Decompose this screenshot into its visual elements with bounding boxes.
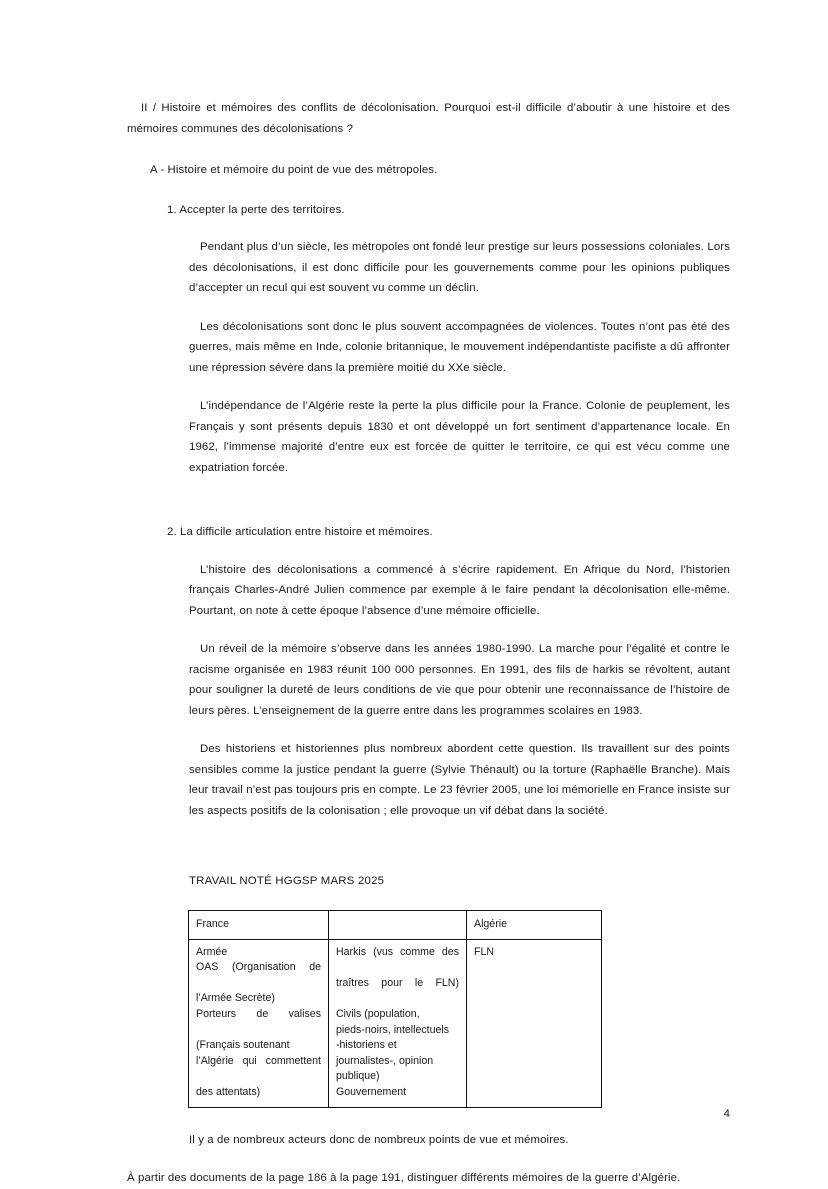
subsection-heading-a: A - Histoire et mémoire du point de vue des métropoles. <box>150 164 438 176</box>
paragraph-3: L’indépendance de l’Algérie reste la perte la plus difficile pour la France. Colonie de peuplement, les Français y sont présents depuis 1830 et ont développé un fort sentiment d’appartenance locale. En 1962, l’immense majorité d’entre eux est forcée de quitter le territoire, ce qui est vécu comme une expatriation forcée. <box>189 400 730 474</box>
point-heading-2: 2. La difficile articulation entre histoire et mémoires. <box>167 526 433 538</box>
cell-line: l’Algérie qui commettent <box>196 1054 321 1067</box>
cell-line: publique) <box>336 1070 380 1083</box>
table-cell-france-actors <box>189 939 329 1107</box>
cell-line: l’Armée Secrète) <box>196 992 275 1005</box>
cell-line: Harkis (vus comme des <box>336 945 459 958</box>
paragraph-2: Les décolonisations sont donc le plus souvent accompagnées de violences. Toutes n’ont pas été des guerres, mais même en Inde, colonie britannique, le mouvement indépendantiste pacifiste a dû affronter une répression sévère dans la première moitié du XXe siècle. <box>189 320 730 374</box>
cell-line: des attentats) <box>196 1085 261 1098</box>
paragraph-5: Un réveil de la mémoire s’observe dans les années 1980-1990. La marche pour l’égalité et contre le racisme organisée en 1983 réunit 100 000 personnes. En 1991, des fils de harkis se révoltent, autant pour souligner la dureté de leurs conditions de vie que pour obtenir une reconnaissance de l’histoire de leurs pères. L’enseignement de la guerre entre dans les programmes scolaires en 1983. <box>189 643 730 717</box>
table-header-cell-middle <box>329 911 467 940</box>
paragraph-4: L’histoire des décolonisations a commencé à s’écrire rapidement. En Afrique du Nord, l’historien français Charles-André Julien commence par exemple à le faire pendant la décolonisation elle-même. Pourtant, on note à cette époque l’absence d’une mémoire officielle. <box>189 563 730 617</box>
cell-line: Porteurs de valises <box>196 1007 321 1020</box>
table-cell-middle-actors <box>329 939 467 1107</box>
table-header-cell-france: France <box>189 911 329 940</box>
actors-table <box>188 910 602 1108</box>
cell-line: traîtres pour le FLN) <box>336 976 459 989</box>
cell-line: (Français soutenant <box>196 1039 290 1052</box>
section-heading: II / Histoire et mémoires des conflits de décolonisation. Pourquoi est-il difficile d’aboutir à une histoire et des mémoires communes des décolonisations ? <box>127 102 730 135</box>
france-actors-list <box>196 945 321 1101</box>
cell-line: FLN <box>474 945 495 958</box>
algerie-actors-list <box>474 945 594 961</box>
cell-line: journalistes-, opinion <box>336 1054 434 1067</box>
work-assignment-title: TRAVAIL NOTÉ HGGSP MARS 2025 <box>189 875 385 887</box>
point-heading-1: 1. Accepter la perte des territoires. <box>167 203 345 216</box>
cell-line: -historiens et <box>336 1039 397 1052</box>
cell-line: Armée <box>196 945 228 958</box>
cell-line: OAS (Organisation de <box>196 961 321 974</box>
cell-line: Civils (population, <box>336 1007 420 1020</box>
page-number: 4 <box>723 1108 730 1120</box>
table-header-cell-algerie: Algérie <box>467 911 602 940</box>
paragraph-final: À partir des documents de la page 186 à la page 191, distinguer différents mémoires de la guerre d’Algérie. <box>127 1172 681 1185</box>
cell-line: Gouvernement <box>336 1085 407 1098</box>
middle-actors-list <box>336 945 459 1101</box>
paragraph-after-table: Il y a de nombreux acteurs donc de nombreux points de vue et mémoires. <box>189 1133 569 1146</box>
table-row <box>189 939 602 1107</box>
cell-line: pieds-noirs, intellectuels <box>336 1023 450 1036</box>
paragraph-6: Des historiens et historiennes plus nombreux abordent cette question. Ils travaillent sur des points sensibles comme la justice pendant la guerre (Sylvie Thénault) ou la torture (Raphaëlle Branche). Mais leur travail n’est pas toujours pris en compte. Le 23 février 2005, une loi mémorielle en France insiste sur les aspects positifs de la colonisation ; elle provoque un vif débat dans la société. <box>189 743 730 817</box>
table-header-row <box>189 911 602 940</box>
document-content <box>127 98 730 1189</box>
table-cell-algerie-actors <box>467 939 602 1107</box>
paragraph-1: Pendant plus d’un siècle, les métropoles ont fondé leur prestige sur leurs possessions coloniales. Lors des décolonisations, il est donc difficile pour les gouvernements comme pour les opinions publiques d’accepter un recul qui est souvent vu comme un déclin. <box>189 241 730 294</box>
